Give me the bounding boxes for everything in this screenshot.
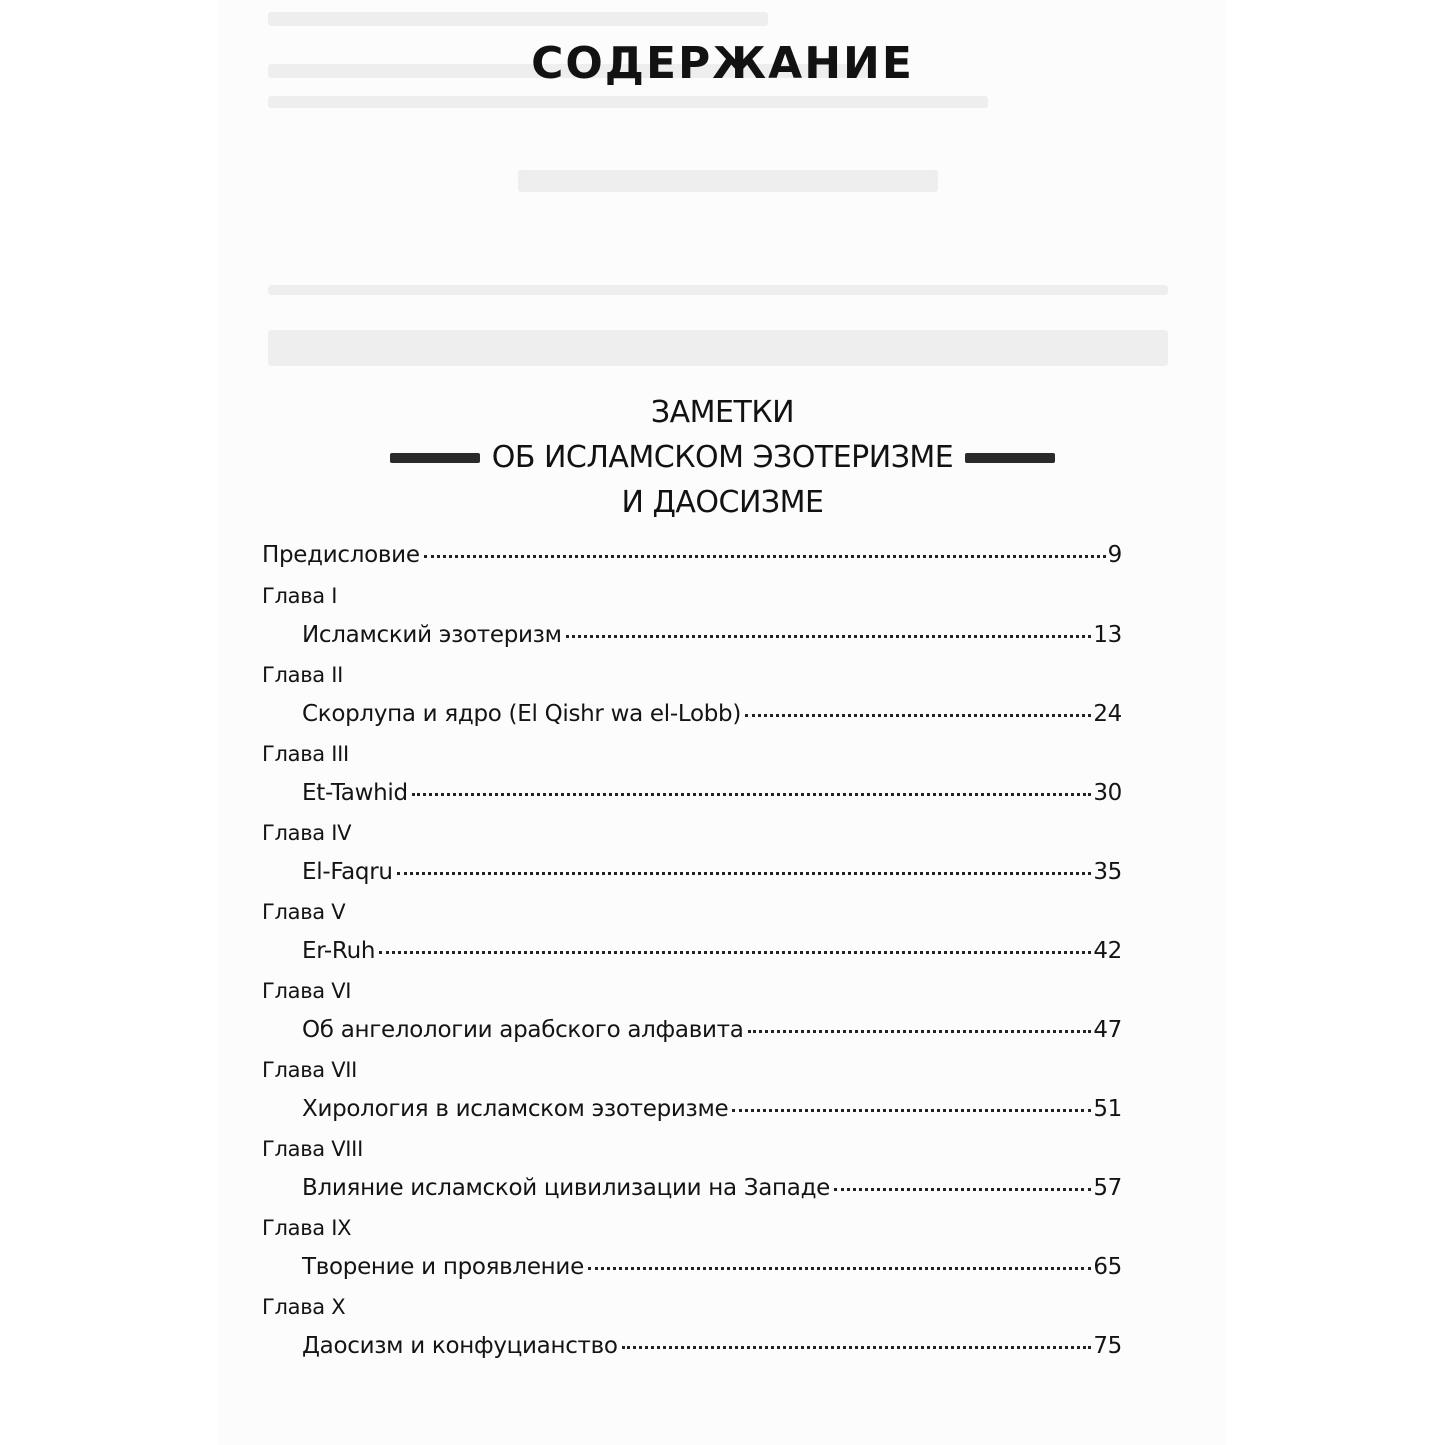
toc-chapter [262,1291,1122,1370]
toc-entry-line [262,691,1122,738]
dot-leader [745,714,1091,717]
toc-entry-line [262,1086,1122,1133]
section-heading-line-3: И ДАОСИЗМЕ [621,485,824,520]
toc-chapter [262,1054,1122,1133]
toc-entry-line [262,849,1122,896]
toc-entry-preface [262,530,1122,580]
dot-leader [834,1188,1091,1191]
page-title: СОДЕРЖАНИЕ [531,38,914,89]
toc-chapter [262,817,1122,896]
chapter-label: Глава IX [262,1216,352,1240]
dot-leader [424,555,1106,558]
chapter-label: Глава I [262,584,338,608]
toc-entry-title: Предисловие [262,542,420,568]
chapter-label: Глава VIII [262,1137,363,1161]
toc-entry-title: Et-Tawhid [302,780,408,806]
chapter-label: Глава II [262,663,344,687]
toc-chapter [262,1212,1122,1291]
toc-chapter [262,659,1122,738]
toc-page-number: 35 [1093,859,1122,885]
toc-chapter [262,580,1122,659]
toc-page-number: 42 [1093,938,1122,964]
toc-chapter [262,738,1122,817]
chapter-label: Глава IV [262,821,352,845]
toc-entry-title: Творение и проявление [302,1254,584,1280]
toc-page-number: 51 [1093,1096,1122,1122]
toc-entry-title: Влияние исламской цивилизации на Западе [302,1175,831,1201]
show-through-text [518,170,938,192]
toc-entry-line [262,1165,1122,1212]
chapter-label: Глава VI [262,979,352,1003]
dot-leader [748,1030,1092,1033]
dot-leader [588,1267,1091,1270]
chapter-label: Глава VII [262,1058,358,1082]
show-through-text [268,285,1168,295]
toc-entry-line [262,928,1122,975]
show-through-text [268,330,1168,366]
toc-entry-line [262,1007,1122,1054]
dot-leader [732,1109,1091,1112]
toc-page-number: 57 [1093,1175,1122,1201]
heading-ornament-left [390,453,480,463]
dot-leader [412,793,1092,796]
toc-entry-title: Er-Ruh [302,938,376,964]
section-heading-line-2-wrap [0,435,1445,480]
heading-ornament-right [965,453,1055,463]
dot-leader [397,872,1092,875]
toc-page-number: 65 [1093,1254,1122,1280]
toc-page-number: 24 [1093,701,1122,727]
toc-chapter [262,1133,1122,1212]
dot-leader [622,1346,1092,1349]
chapter-label: Глава III [262,742,349,766]
toc-entry-title: Скорлупа и ядро (El Qishr wa el-Lobb) [302,701,741,727]
chapter-label: Глава V [262,900,346,924]
toc-entry-line [262,770,1122,817]
toc-entry-line [262,1323,1122,1370]
toc-entry-title: Хирология в исламском эзотеризме [302,1096,729,1122]
toc-entry-title: El-Faqru [302,859,393,885]
toc-chapter [262,896,1122,975]
section-heading-line-2: ОБ ИСЛАМСКОМ ЭЗОТЕРИЗМЕ [491,440,954,475]
toc-chapter [262,975,1122,1054]
show-through-text [268,12,768,26]
toc-entry-title: Даосизм и конфуцианство [302,1333,618,1359]
chapter-label: Глава X [262,1295,346,1319]
dot-leader [566,635,1092,638]
toc-page-number: 47 [1093,1017,1122,1043]
toc-page-number: 30 [1093,780,1122,806]
show-through-text [268,96,988,108]
toc-entry-line [262,612,1122,659]
toc-entry-title: Исламский эзотеризм [302,622,562,648]
dot-leader [379,951,1091,954]
toc-entry-title: Об ангелологии арабского алфавита [302,1017,744,1043]
toc-page-number: 9 [1107,542,1122,568]
section-heading-line-1: ЗАМЕТКИ [650,395,795,430]
table-of-contents [262,530,1122,1370]
toc-page-number: 75 [1093,1333,1122,1359]
toc-entry-line [262,1244,1122,1291]
toc-page-number: 13 [1093,622,1122,648]
section-heading [0,390,1445,525]
